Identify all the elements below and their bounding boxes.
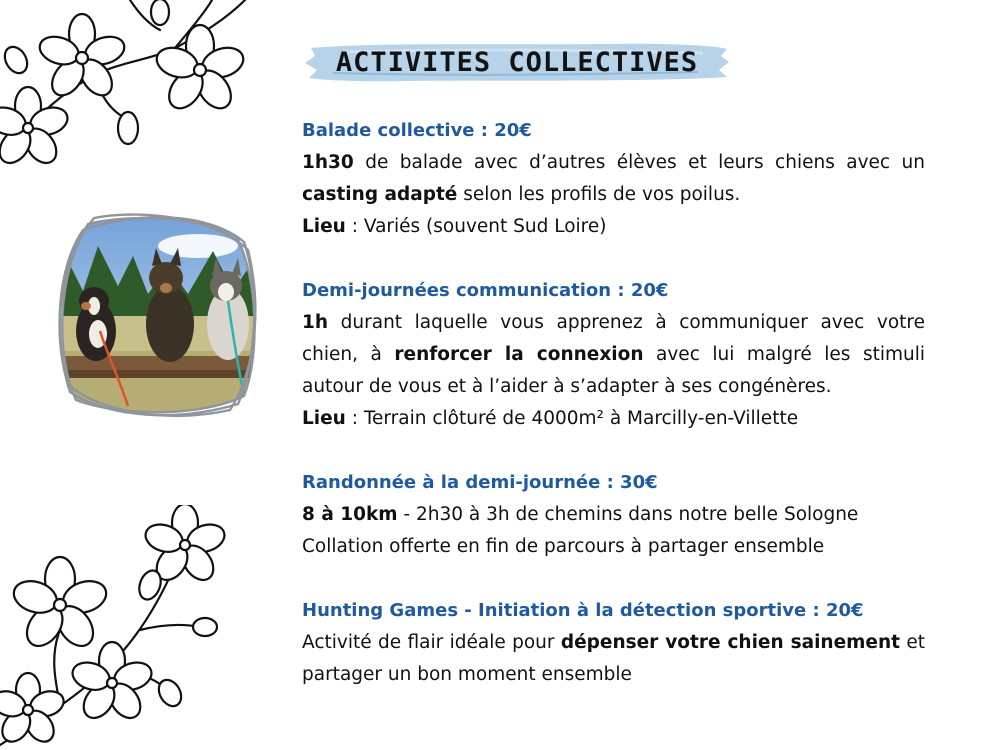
distance-label: 8 à 10km — [302, 504, 398, 525]
activity-details — [302, 499, 925, 531]
cherry-blossom-branch-top-icon — [0, 0, 260, 175]
desc-bold: 1h — [302, 312, 329, 333]
activity-description — [302, 147, 925, 211]
title-banner — [303, 40, 731, 84]
location-label: Lieu — [302, 216, 346, 237]
activity-balade — [302, 115, 925, 243]
desc-text: selon les profils de vos poilus. — [457, 184, 741, 205]
duration-text: - 2h30 à 3h de chemins dans notre belle Sologne — [397, 504, 859, 525]
desc-bold: 1h30 — [302, 152, 354, 173]
activity-randonnee — [302, 467, 925, 563]
desc-text: de balade avec d’autres élèves et leurs chiens avec un — [353, 152, 925, 173]
activity-heading: Balade collective : 20€ — [302, 120, 532, 141]
activity-description — [302, 307, 925, 403]
activity-description — [302, 627, 925, 691]
activity-communication — [302, 275, 925, 435]
desc-bold: casting adapté — [302, 184, 458, 205]
desc-bold: renforcer la connexion — [394, 344, 644, 365]
desc-text: et partager un bon moment ensemble — [302, 632, 925, 685]
location-value: : Variés (souvent Sud Loire) — [345, 216, 607, 237]
cherry-blossom-branch-bottom-icon — [0, 505, 235, 750]
desc-text: Activité de flair idéale pour — [302, 632, 561, 653]
dog-photo — [48, 206, 268, 426]
desc-text: durant laquelle vous apprenez à communiquer avec votre chien, à — [302, 312, 925, 365]
page-title: ACTIVITES COLLECTIVES — [335, 46, 699, 78]
location-value: : Terrain clôturé de 4000m² à Marcilly-en-Villette — [345, 408, 799, 429]
desc-text: avec lui malgré les stimuli autour de vous et à l’aider à s’adapter à ses congénères. — [302, 344, 925, 397]
activity-collation: Collation offerte en fin de parcours à partager ensemble — [302, 536, 825, 557]
desc-bold: dépenser votre chien sainement — [560, 632, 900, 653]
activity-heading: Hunting Games - Initiation à la détection sportive : 20€ — [302, 600, 864, 621]
activity-heading: Demi-journées communication : 20€ — [302, 280, 669, 301]
activities-list — [302, 115, 925, 691]
location-label: Lieu — [302, 408, 346, 429]
activity-heading: Randonnée à la demi-journée : 30€ — [302, 472, 658, 493]
activity-location — [302, 211, 925, 243]
activity-hunting-games — [302, 595, 925, 691]
activity-location — [302, 403, 925, 435]
